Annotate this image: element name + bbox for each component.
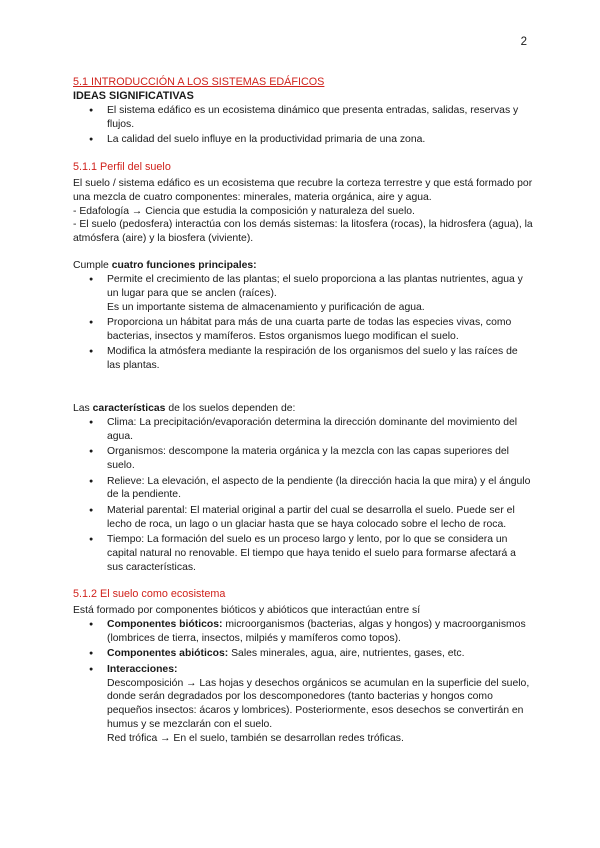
page-content xyxy=(73,76,533,747)
list-item: ● Proporciona un hábitat para más de una cuarta parte de todas las especies vivas, como bacterias, insectos y mamíferos. Estos organismos luego modifican el suelo. xyxy=(73,316,533,344)
funciones-intro: Cumple cuatro funciones principales: xyxy=(73,260,257,272)
list-item: ● Tiempo: La formación del suelo es un proceso largo y lento, por lo que se considera un capital natural no renovable. El tiempo que haya tenido el suelo para formarse afectará a sus características. xyxy=(73,533,533,575)
ideas-heading: IDEAS SIGNIFICATIVAS xyxy=(73,89,194,102)
list-item: ● Componentes abióticos: Sales minerales, agua, aire, nutrientes, gases, etc. xyxy=(73,647,533,661)
section-title: 5.1 INTRODUCCIÓN A LOS SISTEMAS EDÁFICOS xyxy=(73,76,325,88)
list-item: ● La calidad del suelo influye en la productividad primaria de una zona. xyxy=(73,133,533,147)
ecosistema-title: 5.1.2 El suelo como ecosistema xyxy=(73,588,226,601)
list-item: ● Organismos: descompone la materia orgánica y la mezcla con las capas superiores del suelo. xyxy=(73,445,533,473)
ecosistema-list xyxy=(73,618,533,746)
ideas-list xyxy=(73,104,533,147)
list-item: ● Modifica la atmósfera mediante la respiración de los organismos del suelo y las raíces de las plantas. xyxy=(73,345,533,373)
list-item: ● Material parental: El material original a partir del cual se desarrolla el suelo. Puede ser el lecho de roca, un lago o un glaciar hasta que se haya colocado sobre el lecho de roca. xyxy=(73,504,533,532)
list-item: ● Permite el crecimiento de las plantas; el suelo proporciona a las plantas nutrientes, agua y un lugar para que se anclen (raíces). Es un importante sistema de almacenamiento y purificación de agua. xyxy=(73,273,533,315)
perfil-title: 5.1.1 Perfil del suelo xyxy=(73,160,171,173)
perfil-intro: El suelo / sistema edáfico es un ecosistema que recubre la corteza terrestre y que está formado por una mezcla de cuatro componentes: minerales, materia orgánica, aire y agua. xyxy=(73,177,533,203)
list-item: ● Componentes bióticos: microorganismos (bacterias, algas y hongos) y macroorganismos (lombrices de tierra, insectos, milpiés y mamíferos como topos). xyxy=(73,618,533,646)
caracteristicas-list xyxy=(73,416,533,574)
caracteristicas-intro: Las características de los suelos dependen de: xyxy=(73,403,296,415)
perfil-pedosfera: - El suelo (pedosfera) interactúa con los demás sistemas: la litosfera (rocas), la hidrosfera (agua), la atmósfera (aire) y la biosfera (viviente). xyxy=(73,219,533,245)
list-item: ● Clima: La precipitación/evaporación determina la dirección dominante del movimiento del agua. xyxy=(73,416,533,444)
list-item: ● Interacciones: Descomposición → Las hojas y desechos orgánicos se acumulan en la superficie del suelo, donde serán degradados por los descomponedores (tanto bacterias y hongos como pequeños insectos: ácaros y lombrices). Posteriormente, esos desechos se convertirán en humus y se mezclarán con el suelo. Red trófica → En el suelo, también se desarrollan redes tróficas. xyxy=(73,663,533,746)
list-item: ● Relieve: La elevación, el aspecto de la pendiente (la dirección hacia la que mira) y el ángulo de la pendiente. xyxy=(73,475,533,503)
interacciones-red-trofica: Red trófica → En el suelo, también se desarrollan redes tróficas. xyxy=(107,733,404,745)
funciones-bold: cuatro funciones principales: xyxy=(111,260,257,272)
caracteristicas-bold: características xyxy=(92,403,166,415)
page-number: 2 xyxy=(520,36,527,48)
perfil-edafologia: - Edafología → Ciencia que estudia la composición y naturaleza del suelo. xyxy=(73,205,415,217)
ecosistema-intro: Está formado por componentes bióticos y abióticos que interactúan entre sí xyxy=(73,605,421,617)
list-item: ● El sistema edáfico es un ecosistema dinámico que presenta entradas, salidas, reservas y flujos. xyxy=(73,104,533,132)
interacciones-descomposicion: Descomposición → Las hojas y desechos orgánicos se acumulan en la superficie del suelo, donde serán degradados por los descomponedores (tanto bacterias y hongos como pequeños insectos: ácaros y lombrices). Posteriormente, esos desechos se convertirán en humus y se mezclarán con el suelo. xyxy=(107,677,530,731)
funciones-list xyxy=(73,273,533,373)
